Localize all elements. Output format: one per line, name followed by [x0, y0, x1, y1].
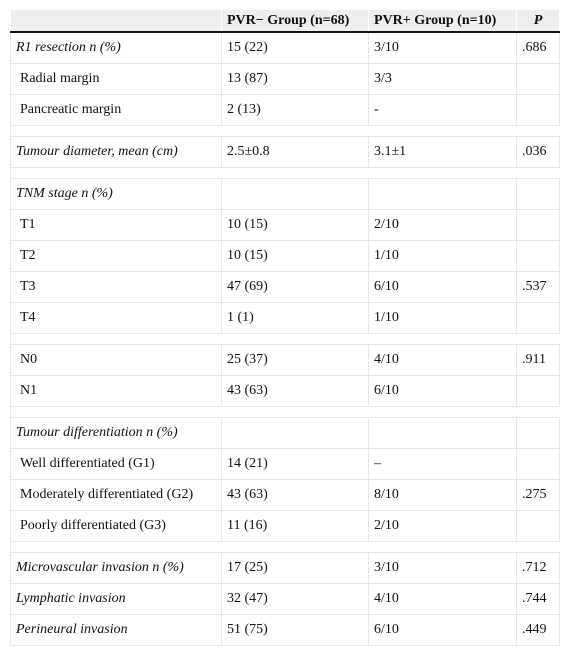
cell-p-value: [517, 375, 560, 406]
cell-p-value: [517, 448, 560, 479]
row-label: Microvascular invasion n (%): [11, 552, 222, 583]
spacer-row: [11, 125, 560, 136]
cell-p-value: .449: [517, 614, 560, 645]
table-row: [11, 479, 560, 510]
spacer-row: [11, 541, 560, 552]
cell-p-value: .036: [517, 136, 560, 167]
cell-pvr-positive: 3/10: [369, 32, 517, 63]
row-label: T2: [11, 240, 222, 271]
table-row: [11, 178, 560, 209]
cell-pvr-negative: 14 (21): [222, 448, 369, 479]
cell-pvr-negative: [222, 178, 369, 209]
table-row: [11, 32, 560, 63]
cell-p-value: .275: [517, 479, 560, 510]
row-label: Tumour differentiation n (%): [11, 417, 222, 448]
spacer-cell: [11, 125, 560, 136]
cell-pvr-positive: 2/10: [369, 209, 517, 240]
row-label: Moderately differentiated (G2): [11, 479, 222, 510]
cell-p-value: [517, 240, 560, 271]
cell-p-value: [517, 94, 560, 125]
cell-pvr-positive: 6/10: [369, 271, 517, 302]
cell-pvr-negative: 13 (87): [222, 63, 369, 94]
cell-p-value: .744: [517, 583, 560, 614]
cell-pvr-negative: 2.5±0.8: [222, 136, 369, 167]
cell-p-value: .686: [517, 32, 560, 63]
table-row: [11, 94, 560, 125]
table-row: [11, 583, 560, 614]
spacer-cell: [11, 541, 560, 552]
cell-pvr-positive: 6/10: [369, 375, 517, 406]
table-row: [11, 344, 560, 375]
cell-pvr-negative: 10 (15): [222, 209, 369, 240]
cell-pvr-positive: [369, 417, 517, 448]
cell-p-value: [517, 417, 560, 448]
cell-p-value: [517, 302, 560, 333]
table-row: [11, 271, 560, 302]
cell-pvr-positive: [369, 178, 517, 209]
cell-pvr-negative: 32 (47): [222, 583, 369, 614]
cell-p-value: [517, 209, 560, 240]
row-label: T3: [11, 271, 222, 302]
spacer-row: [11, 406, 560, 417]
table-row: [11, 63, 560, 94]
header-p-value: P: [517, 10, 560, 32]
row-label: Pancreatic margin: [11, 94, 222, 125]
row-label: N0: [11, 344, 222, 375]
header-pvr-positive: PVR+ Group (n=10): [369, 10, 517, 32]
cell-pvr-negative: 51 (75): [222, 614, 369, 645]
cell-p-value: .911: [517, 344, 560, 375]
table-row: [11, 417, 560, 448]
cell-pvr-negative: 2 (13): [222, 94, 369, 125]
row-label: R1 resection n (%): [11, 32, 222, 63]
row-label: Lymphatic invasion: [11, 583, 222, 614]
table-row: [11, 240, 560, 271]
row-label: N1: [11, 375, 222, 406]
spacer-row: [11, 333, 560, 344]
table-header-row: [11, 10, 560, 32]
spacer-cell: [11, 167, 560, 178]
cell-pvr-positive: –: [369, 448, 517, 479]
cell-p-value: [517, 63, 560, 94]
cell-p-value: [517, 510, 560, 541]
row-label: Perineural invasion: [11, 614, 222, 645]
row-label: TNM stage n (%): [11, 178, 222, 209]
row-label: Tumour diameter, mean (cm): [11, 136, 222, 167]
header-pvr-negative: PVR− Group (n=68): [222, 10, 369, 32]
row-label: Poorly differentiated (G3): [11, 510, 222, 541]
cell-pvr-positive: -: [369, 94, 517, 125]
table-row: [11, 510, 560, 541]
cell-pvr-positive: 3/3: [369, 63, 517, 94]
cell-pvr-positive: 2/10: [369, 510, 517, 541]
cell-p-value: [517, 178, 560, 209]
table-row: [11, 375, 560, 406]
table-row: [11, 552, 560, 583]
cell-pvr-negative: 43 (63): [222, 479, 369, 510]
cell-pvr-positive: 8/10: [369, 479, 517, 510]
cell-pvr-negative: 1 (1): [222, 302, 369, 333]
row-label: Well differentiated (G1): [11, 448, 222, 479]
results-table-container: [10, 10, 559, 646]
header-variable: [11, 10, 222, 32]
cell-pvr-positive: 3.1±1: [369, 136, 517, 167]
table-row: [11, 302, 560, 333]
table-row: [11, 209, 560, 240]
table-row: [11, 614, 560, 645]
cell-pvr-positive: 1/10: [369, 302, 517, 333]
cell-p-value: .537: [517, 271, 560, 302]
cell-pvr-negative: 43 (63): [222, 375, 369, 406]
cell-pvr-negative: 15 (22): [222, 32, 369, 63]
cell-pvr-positive: 3/10: [369, 552, 517, 583]
table-row: [11, 448, 560, 479]
cell-pvr-positive: 1/10: [369, 240, 517, 271]
cell-pvr-negative: 11 (16): [222, 510, 369, 541]
row-label: T1: [11, 209, 222, 240]
spacer-cell: [11, 406, 560, 417]
spacer-cell: [11, 333, 560, 344]
cell-pvr-negative: 47 (69): [222, 271, 369, 302]
results-table: [10, 10, 560, 646]
cell-pvr-negative: 25 (37): [222, 344, 369, 375]
cell-pvr-negative: [222, 417, 369, 448]
cell-pvr-positive: 6/10: [369, 614, 517, 645]
cell-pvr-negative: 17 (25): [222, 552, 369, 583]
row-label: Radial margin: [11, 63, 222, 94]
spacer-row: [11, 167, 560, 178]
cell-pvr-negative: 10 (15): [222, 240, 369, 271]
cell-p-value: .712: [517, 552, 560, 583]
cell-pvr-positive: 4/10: [369, 583, 517, 614]
cell-pvr-positive: 4/10: [369, 344, 517, 375]
row-label: T4: [11, 302, 222, 333]
table-row: [11, 136, 560, 167]
